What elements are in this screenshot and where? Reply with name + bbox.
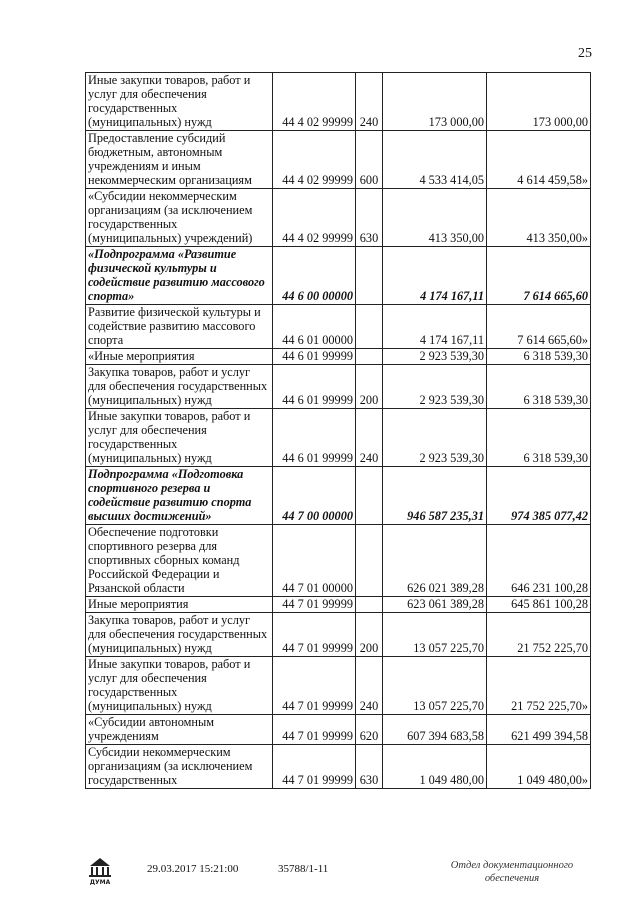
row-name: «Иные мероприятия [86,349,273,365]
table-body [86,73,591,789]
row-sum-2018: 7 614 665,60» [487,305,591,349]
row-name: Закупка товаров, работ и услуг для обеспечения государственных (муниципальных) нужд [86,365,273,409]
row-code: 44 7 01 00000 [273,525,356,597]
row-code: 44 4 02 99999 [273,73,356,131]
row-vr [356,349,383,365]
row-sum-2018: 1 049 480,00» [487,745,591,789]
row-sum-2017: 2 923 539,30 [383,365,487,409]
table-row [86,189,591,247]
table-row [86,613,591,657]
row-name: «Субсидии автономным учреждениям [86,715,273,745]
row-sum-2017: 173 000,00 [383,73,487,131]
row-name: Иные мероприятия [86,597,273,613]
row-sum-2017: 623 061 389,28 [383,597,487,613]
row-code: 44 7 01 99999 [273,745,356,789]
footer [0,853,640,893]
row-sum-2018: 4 614 459,58» [487,131,591,189]
row-sum-2017: 413 350,00 [383,189,487,247]
table-row [86,247,591,305]
row-code: 44 7 01 99999 [273,613,356,657]
row-vr [356,597,383,613]
row-sum-2017: 4 174 167,11 [383,247,487,305]
table-row [86,715,591,745]
row-code: 44 7 01 99999 [273,597,356,613]
table-row [86,349,591,365]
row-vr: 240 [356,73,383,131]
table-row [86,365,591,409]
row-sum-2017: 607 394 683,58 [383,715,487,745]
row-vr: 630 [356,745,383,789]
row-sum-2018: 413 350,00» [487,189,591,247]
logo-text: ДУМА [89,879,111,885]
row-vr: 620 [356,715,383,745]
row-vr: 200 [356,365,383,409]
row-code: 44 6 00 00000 [273,247,356,305]
duma-logo [88,857,112,885]
row-vr [356,305,383,349]
row-code: 44 6 01 99999 [273,365,356,409]
row-name: Закупка товаров, работ и услуг для обеспечения государственных (муниципальных) нужд [86,613,273,657]
row-vr: 240 [356,657,383,715]
row-code: 44 6 01 99999 [273,349,356,365]
row-sum-2017: 2 923 539,30 [383,349,487,365]
budget-table [85,72,591,789]
row-vr [356,467,383,525]
row-name: «Субсидии некоммерческим организациям (за исключением государственных (муниципальных) учреждений) [86,189,273,247]
row-sum-2018: 974 385 077,42 [487,467,591,525]
row-sum-2018: 646 231 100,28 [487,525,591,597]
row-name: Субсидии некоммерческим организациям (за исключением государственных [86,745,273,789]
row-name: Подпрограмма «Подготовка спортивного резерва и содействие развитию спорта высших достижений» [86,467,273,525]
footer-date: 29.03.2017 15:21:00 [147,863,239,875]
table-row [86,657,591,715]
row-name: Предоставление субсидий бюджетным, автономным учреждениям и иным некоммерческим организациям [86,131,273,189]
row-sum-2018: 21 752 225,70» [487,657,591,715]
row-code: 44 6 01 00000 [273,305,356,349]
row-code: 44 7 01 99999 [273,657,356,715]
table-row [86,131,591,189]
table-row [86,525,591,597]
row-sum-2018: 645 861 100,28 [487,597,591,613]
row-vr: 240 [356,409,383,467]
row-sum-2018: 21 752 225,70 [487,613,591,657]
row-sum-2018: 6 318 539,30 [487,365,591,409]
table-row [86,745,591,789]
page-number: 25 [578,46,592,61]
footer-department: Отдел документационного обеспечения [450,860,574,884]
row-sum-2017: 1 049 480,00 [383,745,487,789]
row-sum-2017: 4 174 167,11 [383,305,487,349]
row-sum-2017: 2 923 539,30 [383,409,487,467]
row-code: 44 6 01 99999 [273,409,356,467]
row-sum-2018: 7 614 665,60 [487,247,591,305]
row-sum-2017: 626 021 389,28 [383,525,487,597]
row-sum-2018: 6 318 539,30 [487,349,591,365]
row-sum-2018: 173 000,00 [487,73,591,131]
row-code: 44 4 02 99999 [273,189,356,247]
table-row [86,409,591,467]
row-name: «Подпрограмма «Развитие физической культуры и содействие развитию массового спорта» [86,247,273,305]
table-row [86,467,591,525]
row-sum-2018: 6 318 539,30 [487,409,591,467]
table-row [86,305,591,349]
row-vr: 600 [356,131,383,189]
row-name: Иные закупки товаров, работ и услуг для обеспечения государственных (муниципальных) нужд [86,657,273,715]
row-sum-2017: 13 057 225,70 [383,613,487,657]
row-code: 44 7 01 99999 [273,715,356,745]
row-vr [356,247,383,305]
footer-doc-number: 35788/1-11 [278,863,329,875]
row-vr: 630 [356,189,383,247]
row-vr: 200 [356,613,383,657]
row-sum-2017: 13 057 225,70 [383,657,487,715]
table-row [86,73,591,131]
row-name: Иные закупки товаров, работ и услуг для обеспечения государственных (муниципальных) нужд [86,73,273,131]
row-sum-2018: 621 499 394,58 [487,715,591,745]
row-code: 44 4 02 99999 [273,131,356,189]
row-vr [356,525,383,597]
row-code: 44 7 00 00000 [273,467,356,525]
row-name: Обеспечение подготовки спортивного резерва для спортивных сборных команд Российской Федерации и Рязанской области [86,525,273,597]
row-sum-2017: 4 533 414,05 [383,131,487,189]
table-row [86,597,591,613]
row-name: Развитие физической культуры и содействие развитию массового спорта [86,305,273,349]
row-name: Иные закупки товаров, работ и услуг для обеспечения государственных (муниципальных) нужд [86,409,273,467]
row-sum-2017: 946 587 235,31 [383,467,487,525]
